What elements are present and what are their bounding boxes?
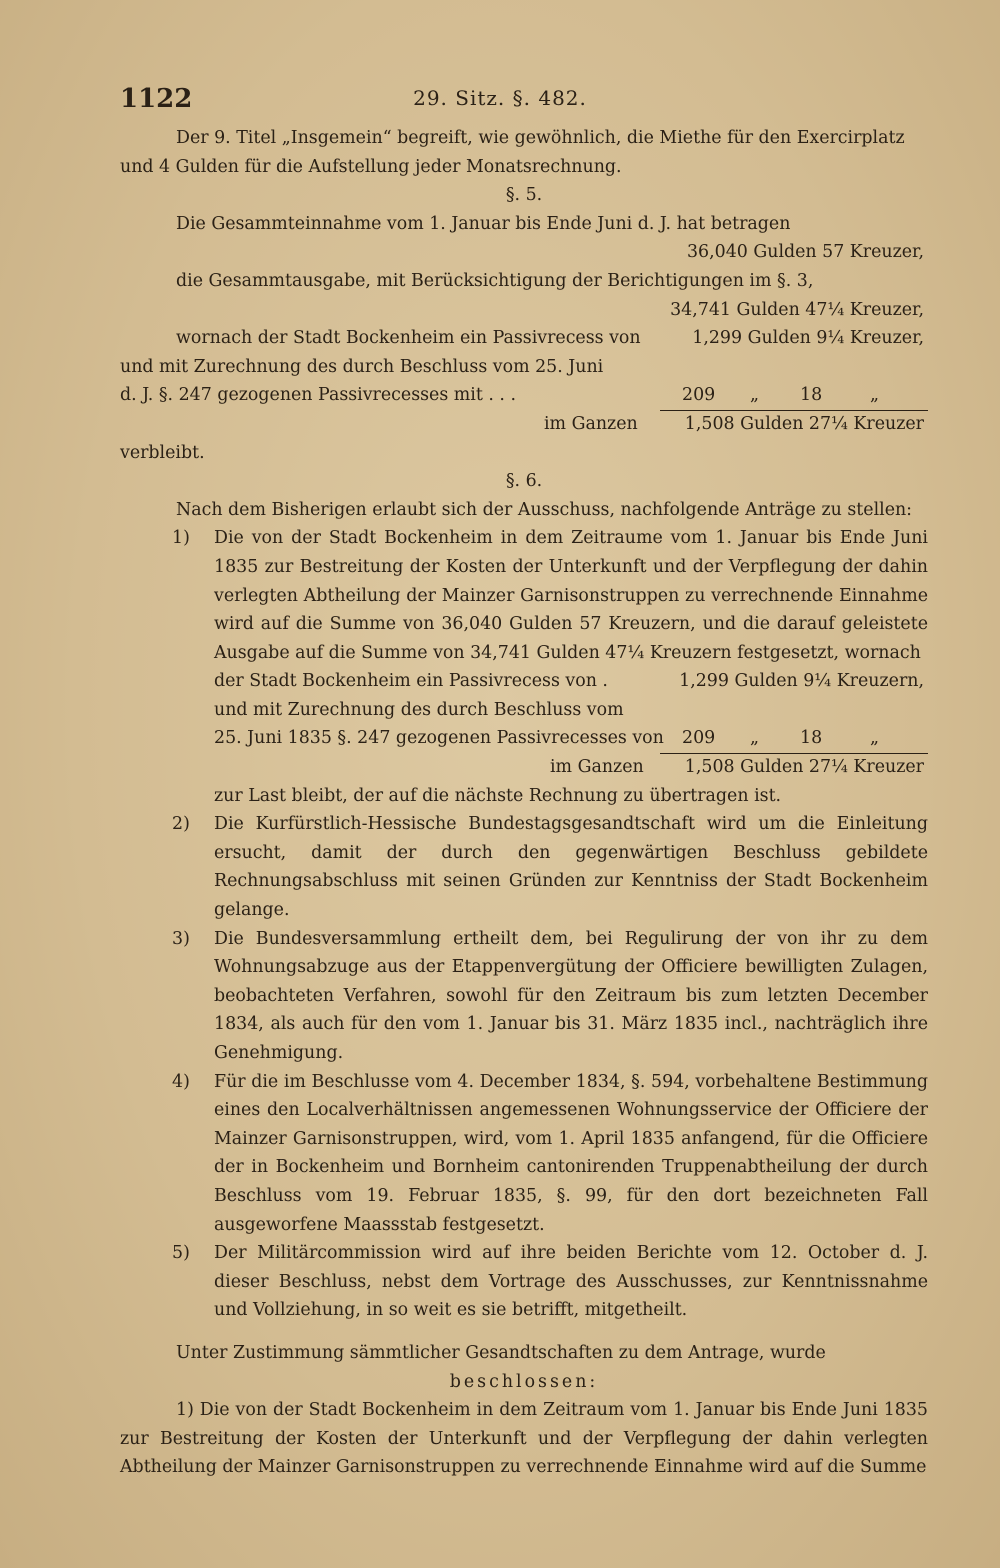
item1-amount-a: 1,299 Gulden 9¼ Kreuzern, bbox=[679, 671, 924, 692]
section5-amount5-ditto: „ bbox=[750, 385, 760, 406]
item1-total-amount: 1,508 Gulden 27¼ Kreuzer bbox=[684, 757, 924, 778]
list-item: 4) Für die im Beschlusse vom 4. December 1834, §. 594, vorbehaltene Bestimmung eines den Localverhältnissen angemessenen Wohnungsservice der Officiere der Mainzer Garnisonstruppen, wird, vom 1. April 1835 anfangend, für die Officiere der in Bockenheim und Bornheim cantonirenden Truppenabtheilung der durch Beschluss vom 19. Februar 1835, §. 99, für den dort bezeichneten Fall ausgeworfene Maassstab festgesetzt. bbox=[172, 1071, 928, 1235]
resolution bbox=[120, 1339, 928, 1482]
item1-closing: zur Last bleibt, der auf die nächste Rechnung zu übertragen ist. bbox=[214, 785, 782, 806]
section5-total-amount: 1,508 Gulden 27¼ Kreuzer bbox=[684, 413, 924, 434]
section5-line5: d. J. §. 247 gezogenen Passivrecesses mit . . . bbox=[120, 385, 517, 406]
item1-amount-c-ditto2: „ bbox=[870, 728, 880, 749]
section6-heading: §. 6. bbox=[505, 471, 543, 492]
running-title: 29. Sitz. §. 482. bbox=[413, 86, 587, 110]
section5-total-label: im Ganzen bbox=[544, 413, 638, 434]
section5-amount5-gulden: 209 bbox=[682, 385, 716, 406]
section6-intro: Nach dem Bisherigen erlaubt sich der Ausschuss, nachfolgende Anträge zu stellen: bbox=[176, 499, 913, 520]
item2-text: Die Kurfürstlich-Hessische Bundestagsgesandtschaft wird um die Einleitung ersucht, damit der durch den gegenwärtigen Beschluss gebildete Rechnungsabschluss mit seinen Gründen zur Kenntniss der Stadt Bockenheim gelange. bbox=[214, 814, 928, 921]
section5-line3: wornach der Stadt Bockenheim ein Passivrecess von bbox=[176, 328, 641, 349]
section5-line1: Die Gesammteinnahme vom 1. Januar bis Ende Juni d. J. hat betragen bbox=[176, 213, 791, 234]
section5-amount2: 34,741 Gulden 47¼ Kreuzer, bbox=[670, 299, 924, 320]
list-item: 1) Die von der Stadt Bockenheim in dem Zeitraume vom 1. Januar bis Ende Juni 1835 zur Bestreitung der Kosten der Unterkunft und der Verpflegung der dahin verlegten Abtheilung der Mainzer Garnisonstruppen zu verrechnende Einnahme wird auf die Summe von 36,040 Gulden 57 Kreuzern, und die darauf geleistete Ausgabe auf die Summe von 34,741 Gulden 47¼ Kreuzern festgesetzt, wornach bbox=[172, 528, 928, 663]
item1-line-a: der Stadt Bockenheim ein Passivrecess von . bbox=[214, 671, 608, 692]
item1-line-b: und mit Zurechnung des durch Beschluss vom bbox=[214, 699, 624, 720]
section4-line1: Der 9. Titel „Insgemein“ begreift, wie gewöhnlich, die Miethe für den Exercirplatz bbox=[176, 128, 905, 148]
list-item: 3) Die Bundesversammlung ertheilt dem, bei Regulirung der von ihr zu dem Wohnungsabzuge aus der Etappenvergütung der Officiere bewilligten Zulagen, beobachteten Verfahren, sowohl für den Zeitraum bis zum letzten December 1834, als auch für den vom 1. Januar bis 31. März 1835 incl., nachträglich ihre Genehmigung. bbox=[172, 928, 928, 1063]
list-item: 5) Der Militärcommission wird auf ihre beiden Berichte vom 12. October d. J. dieser Beschluss, nebst dem Vortrage des Ausschusses, zur Kenntnissnahme und Vollziehung, in so weit es sie betrifft, mitgetheilt. bbox=[172, 1243, 928, 1321]
item1-amount-c-ditto: „ bbox=[750, 728, 760, 749]
section5-amount5-ditto2: „ bbox=[870, 385, 880, 406]
section5-line2: die Gesammtausgabe, mit Berücksichtigung der Berichtigungen im §. 3, bbox=[176, 270, 814, 291]
item5-text: Der Militärcommission wird auf ihre beiden Berichte vom 12. October d. J. dieser Beschluss, nebst dem Vortrage des Ausschusses, zur Kenntnissnahme und Vollziehung, in so weit es sie betrifft, mitgetheilt. bbox=[214, 1243, 928, 1321]
resolution-line1: Unter Zustimmung sämmtlicher Gesandtschaften zu dem Antrage, wurde bbox=[176, 1342, 826, 1363]
item1-text: Die von der Stadt Bockenheim in dem Zeitraume vom 1. Januar bis Ende Juni 1835 zur Bestreitung der Kosten der Unterkunft und der Verpflegung der dahin verlegten Abtheilung der Mainzer Garnisonstruppen zu verrechnende Einnahme wird auf die Summe von 36,040 Gulden 57 Kreuzern, und die darauf geleistete Ausgabe auf die Summe von 34,741 Gulden 47¼ Kreuzern festgesetzt, wornach bbox=[214, 528, 928, 663]
item1-total-label: im Ganzen bbox=[550, 757, 644, 778]
list-item: 2) Die Kurfürstlich-Hessische Bundestagsgesandtschaft wird um die Einleitung ersucht, damit der durch den gegenwärtigen Beschluss gebildete Rechnungsabschluss mit seinen Gründen zur Kenntniss der Stadt Bockenheim gelange. bbox=[172, 814, 928, 921]
page-body bbox=[120, 124, 928, 1482]
section4-line2: und 4 Gulden für die Aufstellung jeder Monatsrechnung. bbox=[120, 156, 622, 177]
page-number: 1122 bbox=[120, 84, 193, 114]
item1-amount-c-gulden: 209 bbox=[682, 728, 716, 749]
item1-amount-c-kreuzer: 18 bbox=[800, 728, 823, 749]
resolution-item1: 1) Die von der Stadt Bockenheim in dem Zeitraum vom 1. Januar bis Ende Juni 1835 zur Bestreitung der Kosten der Unterkunft und der Verpflegung der dahin verlegten Abtheilung der Mainzer Garnisonstruppen zu verrechnende Einnahme wird auf die Summe bbox=[120, 1400, 928, 1478]
section5-closing: verbleibt. bbox=[120, 442, 205, 463]
section5-line4: und mit Zurechnung des durch Beschluss vom 25. Juni bbox=[120, 356, 604, 377]
item1-line-c: 25. Juni 1835 §. 247 gezogenen Passivrecesses von bbox=[214, 728, 664, 749]
section5-amount3: 1,299 Gulden 9¼ Kreuzer, bbox=[692, 328, 924, 349]
item4-text: Für die im Beschlusse vom 4. December 1834, §. 594, vorbehaltene Bestimmung eines den Localverhältnissen angemessenen Wohnungsservice der Officiere der Mainzer Garnisonstruppen, wird, vom 1. April 1835 anfangend, für die Officiere der in Bockenheim und Bornheim cantonirenden Truppenabtheilung der durch Beschluss vom 19. Februar 1835, §. 99, für den dort bezeichneten Fall ausgeworfene Maassstab festgesetzt. bbox=[214, 1071, 928, 1235]
item3-text: Die Bundesversammlung ertheilt dem, bei Regulirung der von ihr zu dem Wohnungsabzuge aus der Etappenvergütung der Officiere bewilligten Zulagen, beobachteten Verfahren, sowohl für den Zeitraum bis zum letzten December 1834, als auch für den vom 1. Januar bis 31. März 1835 incl., nachträglich ihre Genehmigung. bbox=[214, 928, 928, 1063]
page-header bbox=[0, 84, 1000, 120]
resolution-line2: beschlossen: bbox=[449, 1371, 599, 1392]
section5-amount1: 36,040 Gulden 57 Kreuzer, bbox=[686, 242, 924, 263]
section5-heading: §. 5. bbox=[505, 185, 543, 206]
section5-amount5-kreuzer: 18 bbox=[800, 385, 823, 406]
